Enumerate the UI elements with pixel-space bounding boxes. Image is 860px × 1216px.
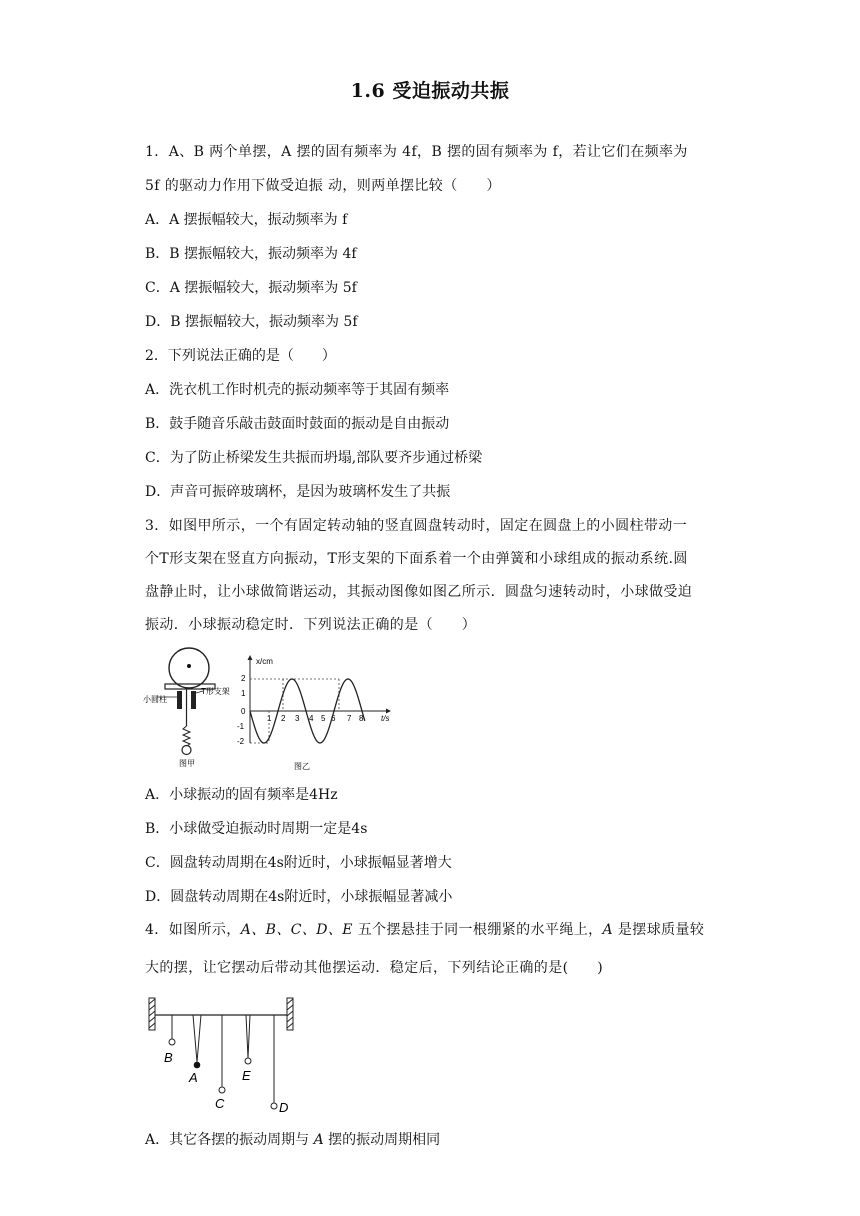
y-tick-neg1: -1 xyxy=(237,722,245,731)
x-tick-1: 1 xyxy=(267,714,272,723)
page-title: 1.6 受迫振动共振 xyxy=(350,80,510,102)
q2-option-d: D．声音可振碎玻璃杯，是因为玻璃杯发生了共振 xyxy=(145,484,451,500)
x-tick-7: 7 xyxy=(347,714,352,723)
q1-option-a: A．A 摆振幅较大，振动频率为 f xyxy=(145,212,348,228)
q2-option-a: A．洗衣机工作时机壳的振动频率等于其固有频率 xyxy=(145,382,450,398)
pendulum-a-string-1 xyxy=(193,1015,197,1062)
q2-stem: 2．下列说法正确的是（ ） xyxy=(145,348,336,364)
x-tick-labels xyxy=(267,714,364,723)
label-e: E xyxy=(242,1068,251,1083)
cylinder-guide-right xyxy=(191,691,196,709)
q4-option-a-prefix: A．其它各摆的振动周期与 xyxy=(145,1132,314,1148)
q3-stem-line-3: 盘静止时，让小球做简谐运动，其振动图像如图乙所示．圆盘匀速转动时，小球做受迫 xyxy=(145,584,693,600)
q2-option-c: C．为了防止桥梁发生共振而坍塌,部队要齐步通过桥梁 xyxy=(145,450,483,466)
disk-axle xyxy=(187,664,191,668)
q4-option-a-name: A xyxy=(313,1132,324,1148)
pendulum-b-bob xyxy=(169,1039,175,1045)
q3-option-d: D．圆盘转动周期在4s附近时，小球振幅显著减小 xyxy=(145,889,453,905)
x-tick-2: 2 xyxy=(281,714,286,723)
pendulum-c-bob xyxy=(219,1087,225,1093)
cylinder-guide-left xyxy=(177,691,182,709)
q3-figure-jia xyxy=(143,646,243,768)
label-b: B xyxy=(164,1050,173,1065)
q4-stem-name-a: A xyxy=(602,922,614,938)
q4-figure-pendulums xyxy=(143,996,303,1118)
q1-option-d: D．B 摆振幅较大，振动频率为 5f xyxy=(145,314,358,330)
y-tick-0: 0 xyxy=(241,707,246,716)
q1-stem-line-2: 5f 的驱动力作用下做受迫振 动，则两单摆比较（ ） xyxy=(145,178,501,194)
y-tick-labels xyxy=(237,674,246,746)
q4-stem-line-2: 大的摆，让它摆动后带动其他摆运动．稳定后，下列结论正确的是( ) xyxy=(145,960,604,976)
q4-stem-suffix: 是摆球质量较 xyxy=(613,922,705,938)
q1-stem-line-1: 1．A、B 两个单摆，A 摆的固有频率为 4f，B 摆的固有频率为 f，若让它们在频率为 xyxy=(145,144,688,160)
x-tick-4: 4 xyxy=(309,714,314,723)
ball xyxy=(182,746,191,755)
q3-stem-line-1: 3．如图甲所示，一个有固定转动轴的竖直圆盘转动时，固定在圆盘上的小圆柱带动一 xyxy=(145,518,688,534)
pendulum-d-bob xyxy=(271,1103,277,1109)
label-cylinder: 小圆柱 xyxy=(143,695,167,704)
y-axis-label: x/cm xyxy=(256,657,273,666)
q4-stem-pendulum-names: A、B、C、D、E xyxy=(240,922,353,938)
q4-option-a-suffix: 摆的振动周期相同 xyxy=(323,1132,441,1148)
caption-yi: 图乙 xyxy=(294,762,310,771)
caption-jia: 图甲 xyxy=(179,759,195,768)
label-d: D xyxy=(279,1100,289,1115)
y-tick-neg2: -2 xyxy=(237,737,245,746)
q3-figure-yi xyxy=(236,653,396,771)
pendulum-e-bob xyxy=(245,1058,251,1064)
pendulum-a-string-2 xyxy=(197,1015,201,1062)
q3-stem-line-2: 个T形支架在竖直方向振动，T形支架的下面系着一个由弹簧和小球组成的振动系统.圆 xyxy=(145,551,688,567)
x-tick-8: 8 xyxy=(359,714,364,723)
q3-option-a: A．小球振动的固有频率是4Hz xyxy=(145,787,338,803)
q1-option-c: C．A 摆振幅较大，振动频率为 5f xyxy=(145,280,357,296)
label-tframe: T形支架 xyxy=(201,687,230,696)
label-c: C xyxy=(215,1096,225,1111)
q4-option-a xyxy=(145,1129,440,1149)
x-tick-6: 6 xyxy=(331,714,336,723)
label-a: A xyxy=(189,1070,198,1085)
y-tick-2: 2 xyxy=(241,674,246,683)
q3-option-c: C．圆盘转动周期在4s附近时，小球振幅显著增大 xyxy=(145,855,452,871)
spring xyxy=(183,726,190,746)
x-tick-5: 5 xyxy=(321,714,326,723)
q4-stem-prefix: 4．如图所示， xyxy=(145,922,241,938)
x-tick-3: 3 xyxy=(295,714,300,723)
q3-stem-line-4: 振动．小球振动稳定时．下列说法正确的是（ ） xyxy=(145,617,477,633)
q4-stem-line-1 xyxy=(145,919,704,939)
pendulum-a-bob xyxy=(194,1062,201,1069)
x-axis-arrow xyxy=(386,709,391,714)
y-tick-1: 1 xyxy=(241,689,246,698)
x-axis-label: t/s xyxy=(381,714,390,723)
q4-stem-middle: 五个摆悬挂于同一根绷紧的水平绳上， xyxy=(352,922,603,938)
q3-option-b: B．小球做受迫振动时周期一定是4s xyxy=(145,821,368,837)
y-axis-arrow xyxy=(248,655,253,660)
pendulum-e-string-2 xyxy=(248,1015,250,1058)
q1-option-b: B．B 摆振幅较大，振动频率为 4f xyxy=(145,246,357,262)
q2-option-b: B．鼓手随音乐敲击鼓面时鼓面的振动是自由振动 xyxy=(145,416,450,432)
pendulum-e-string-1 xyxy=(246,1015,248,1058)
